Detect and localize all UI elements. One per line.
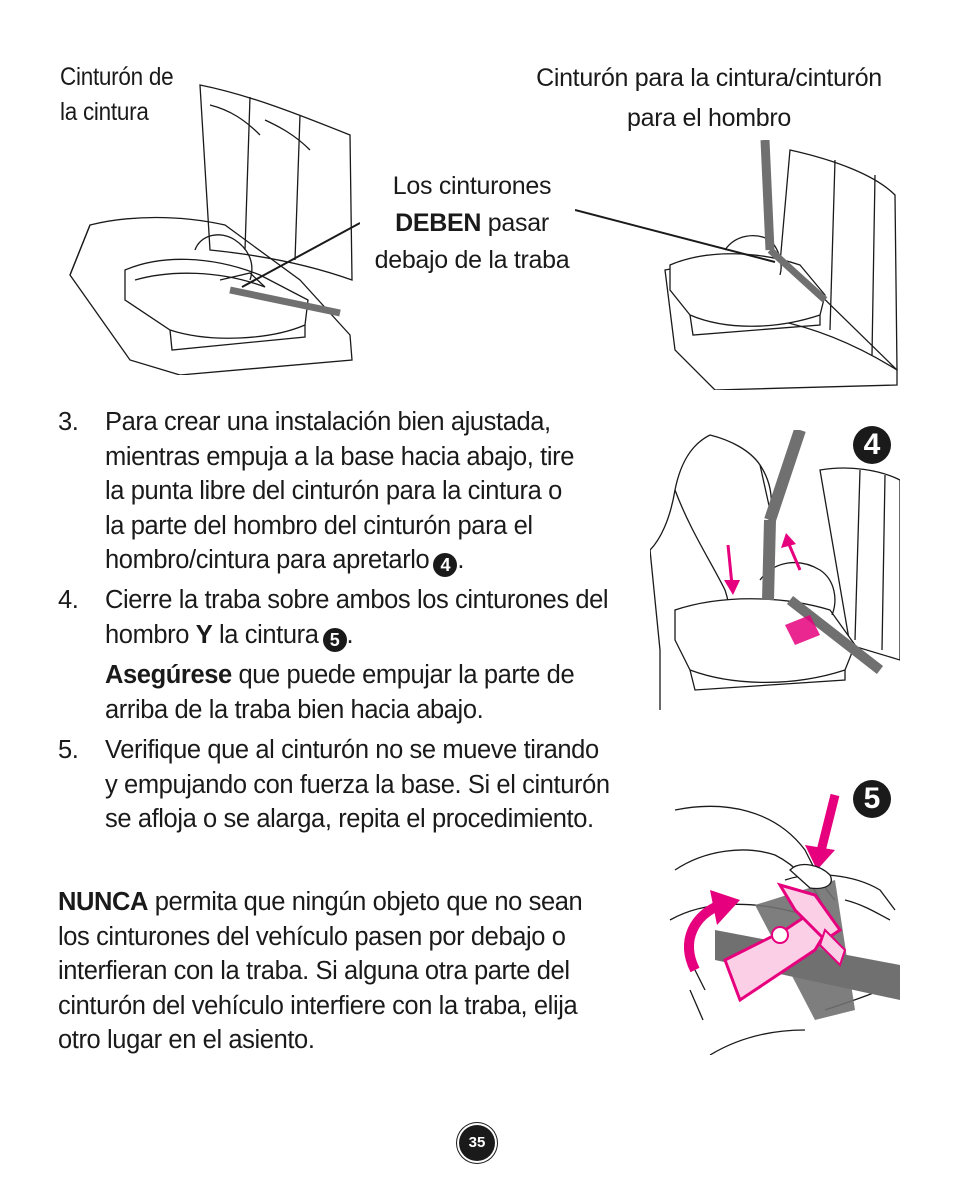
figure-ref-5-icon: 5 — [323, 628, 347, 652]
step-4 — [58, 583, 658, 733]
shoulder-belt-label-line2: para el hombro — [627, 104, 791, 132]
step-3 — [58, 405, 658, 580]
page-number: 35 — [459, 1125, 495, 1161]
step-line: la punta libre del cinturón para la cintura o — [105, 477, 562, 505]
step-line: Para crear una instalación bien ajustada, — [105, 408, 551, 436]
step-text — [105, 733, 665, 837]
warning-emphasis: NUNCA — [58, 888, 149, 916]
warning-line: cinturón del vehículo interfiere con la traba, elija — [58, 991, 578, 1020]
shoulder-belt-label — [520, 58, 898, 138]
step-note-line2: arriba de la traba bien hacia abajo. — [105, 695, 484, 724]
step-line: se afloja o se alarga, repita el procedimiento. — [105, 805, 594, 833]
step-number: 5. — [58, 736, 79, 764]
shoulder-belt-illustration — [575, 140, 900, 390]
belt-note-line1: Los cinturones — [392, 172, 552, 200]
step-number: 4. — [58, 586, 79, 614]
lap-belt-label-line2: la cintura — [60, 98, 149, 126]
warning-line: otro lugar en el asiento. — [58, 1026, 315, 1054]
step-line: hombro Y la cintura 5 . — [105, 620, 354, 650]
step-line: la parte del hombro del cinturón para el — [105, 511, 533, 540]
step-line: mientras empuja a la base hacia abajo, tire — [105, 442, 574, 471]
step-note: Asegúrese que puede empujar la parte de — [105, 661, 575, 689]
step-line: hombro/cintura para apretarlo 4 . — [105, 546, 465, 575]
step-line: Verifique que al cinturón no se mueve tirando — [105, 736, 599, 764]
figure-5-badge: 5 — [853, 780, 891, 818]
step-number: 3. — [58, 408, 79, 436]
figure-4-badge: 4 — [853, 426, 891, 464]
lap-belt-label — [60, 60, 173, 129]
belt-note-line3: debajo de la traba — [374, 246, 570, 274]
figure-4-tighten-belt-illustration — [650, 430, 900, 720]
warning-paragraph — [58, 885, 648, 1058]
step-line: Cierre la traba sobre ambos los cinturones del — [105, 586, 609, 614]
lap-belt-label-line1: Cinturón de — [60, 63, 174, 91]
warning-line: interfieran con la traba. Si alguna otra parte del — [58, 957, 570, 985]
belt-note-line2 — [362, 205, 582, 242]
step-line: y empujando con fuerza la base. Si el cinturón — [105, 770, 610, 799]
step-text — [105, 405, 665, 578]
step-5 — [58, 733, 658, 843]
shoulder-belt-label-line1: Cinturón para la cintura/cinturón — [536, 64, 882, 92]
warning-line1: NUNCA permita que ningún objeto que no sean — [58, 888, 583, 916]
warning-line: los cinturones del vehículo pasen por debajo o — [58, 922, 566, 951]
belt-note-emphasis: DEBEN — [395, 209, 482, 237]
step-text — [105, 583, 665, 727]
figure-5-close-latch-illustration — [665, 790, 900, 1055]
belt-note-line2-rest: pasar — [481, 209, 549, 237]
figure-ref-4-icon: 4 — [433, 553, 457, 577]
belt-under-latch-note — [362, 168, 582, 279]
